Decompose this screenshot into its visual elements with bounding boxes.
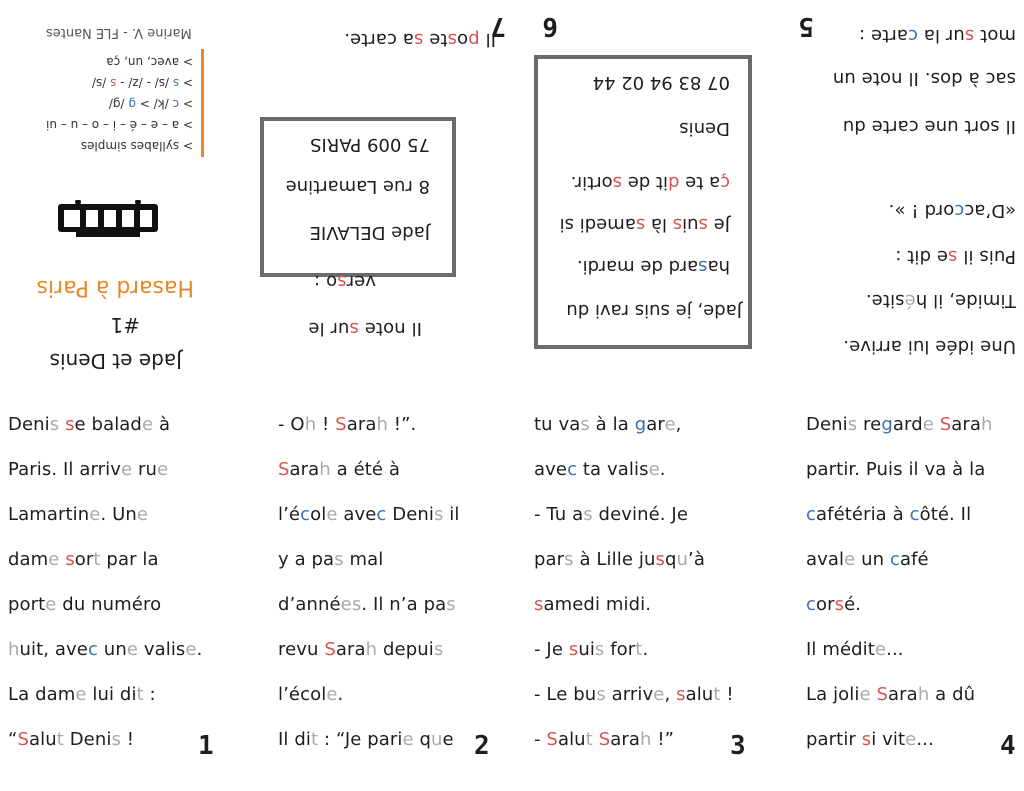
page-number-1: 1 (198, 731, 214, 761)
p3-line-6: - Je suis fort. (534, 639, 649, 660)
address-city: 75 009 PARIS (310, 134, 430, 155)
address-street: 8 rue Lamartine (285, 176, 430, 197)
page-6 (512, 0, 768, 395)
page-number-3: 3 (730, 731, 746, 761)
page-7 (256, 0, 512, 395)
p5-line-1: mot sur la carte : (858, 25, 1016, 46)
page-number-2: 2 (474, 731, 490, 761)
p2-line-6: revu Sarah depuis (278, 639, 444, 660)
cover-number: #1 (110, 313, 140, 337)
p1-line-2: Paris. Il arrive rue (8, 459, 169, 480)
p3-line-2: avec ta valise. (534, 459, 666, 480)
message-box (534, 55, 752, 349)
msg-line-6: Jade, je suis ravi du (566, 300, 742, 321)
p7-line-note: Il note sur le (308, 318, 422, 339)
p5-line-5: Puis il se dit : (895, 246, 1016, 267)
p2-line-2: Sarah a été à (278, 459, 401, 480)
cover-title: Jade et Denis (49, 349, 182, 373)
p3-line-1: tu vas à la gare, (534, 414, 682, 435)
p2-line-4: y a pas mal (278, 549, 384, 570)
p4-line-7: La jolie Sarah a dû (806, 684, 976, 705)
p1-line-1: Denis se balade à (8, 414, 171, 435)
p5-line-4: «D’accord ! ». (888, 200, 1016, 221)
p2-line-1: - Oh ! Sarah !”. (278, 414, 417, 435)
p1-line-4: dame sort par la (8, 549, 159, 570)
p3-line-5: samedi midi. (534, 594, 652, 615)
p4-line-8: partir si vite... (806, 729, 934, 750)
p4-line-4: avale un café (806, 549, 929, 570)
p1-line-5: porte du numéro (8, 594, 162, 615)
p3-line-4: pars à Lille jusqu’à (534, 549, 705, 570)
msg-line-5: hasard de mardi. (576, 256, 730, 277)
p2-line-8: Il dit : “Je parie que (278, 729, 454, 750)
p4-line-3: cafétéria à côté. Il (806, 504, 972, 525)
rule-2: > a – e – é – i – o – u – ui (46, 118, 193, 132)
rule-5: > avec, un, ça (106, 55, 193, 69)
phonics-rules (31, 49, 204, 157)
msg-line-3: ça te dit de sortir. (570, 172, 730, 193)
p5-line-7: Une idée lui arrive. (843, 336, 1016, 357)
p5-line-2: sac à dos. Il note un (832, 68, 1016, 89)
page-number-5: 5 (798, 11, 814, 41)
p1-line-8: “Salut Denis ! (8, 729, 135, 750)
p2-line-7: l’école. (278, 684, 344, 705)
msg-sign: Denis (679, 118, 730, 139)
p4-line-6: Il médite... (806, 639, 904, 660)
p4-line-5: corsé. (806, 594, 862, 615)
p3-line-8: - Salut Sarah !” (534, 729, 675, 750)
p3-line-7: - Le bus arrive, salut ! (534, 684, 734, 705)
p7-line-verso: verso : (313, 271, 376, 292)
page-2 (256, 395, 512, 791)
p4-line-1: Denis regarde Sarah (806, 414, 993, 435)
page-3 (512, 395, 768, 791)
p7-top-line: Il poste sa carte. (344, 29, 496, 50)
p1-line-6: huit, avec une valise. (8, 639, 203, 660)
cover-subtitle: Hasard à Paris (36, 275, 194, 300)
p2-line-3: l’école avec Denis il (278, 504, 460, 525)
page-number-6: 6 (542, 11, 558, 41)
author-credit: Marine V. - FLE Nantes (46, 25, 192, 40)
msg-line-4: Je suis là samedi si (559, 214, 730, 235)
page-number-7: 7 (490, 11, 506, 41)
p5-line-3: Il sort une carte du (842, 116, 1016, 137)
p3-line-3: - Tu as deviné. Je (534, 504, 689, 525)
rule-1: > syllabes simples (80, 139, 193, 153)
address-name: Jade DELAVIE (309, 222, 430, 243)
bus-icon (54, 200, 160, 240)
p1-line-7: La dame lui dit : (8, 684, 156, 705)
address-box (260, 117, 456, 277)
page-4 (768, 395, 1024, 791)
rule-4: > s /s/ - /z/ - s /s/ (91, 76, 193, 90)
rule-3: > c /k/ > g /g/ (108, 97, 193, 111)
page-number-4: 4 (1000, 731, 1016, 761)
cover-panel (0, 0, 256, 395)
msg-phone: 07 83 94 02 44 (592, 72, 730, 93)
page-1 (0, 395, 256, 791)
p5-line-6: Timide, il hésite. (865, 290, 1016, 311)
p2-line-5: d’années. Il n’a pas (278, 594, 456, 615)
page-5 (768, 0, 1024, 395)
p4-line-2: partir. Puis il va à la (806, 459, 986, 480)
p1-line-3: Lamartine. Une (8, 504, 149, 525)
